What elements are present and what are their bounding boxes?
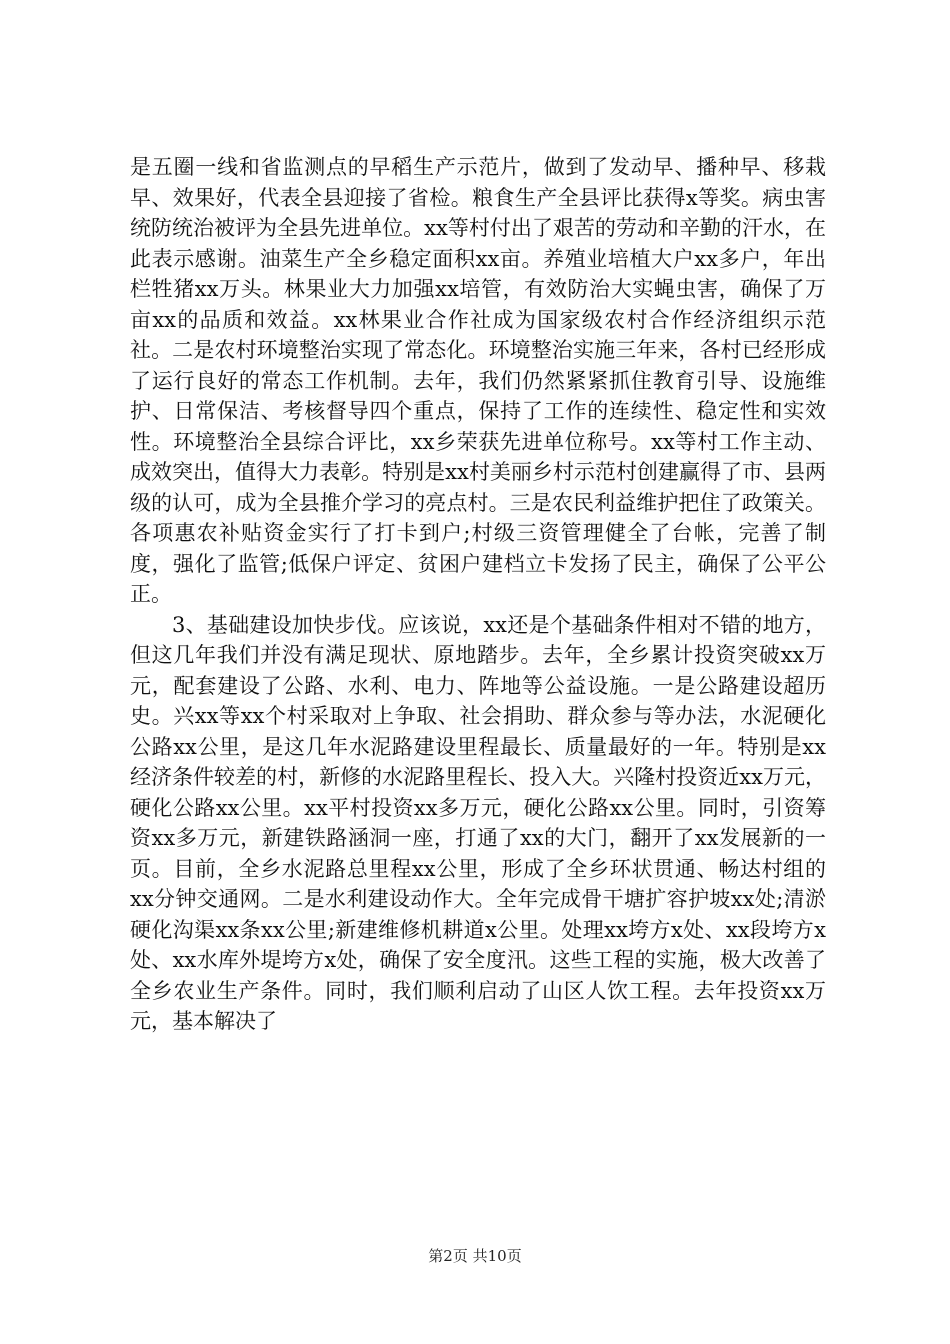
document-body <box>130 152 826 1037</box>
paragraph-1: 是五圈一线和省监测点的早稻生产示范片，做到了发动早、播种早、移栽早、效果好，代表全县迎接了省检。粮食生产全县评比获得x等奖。病虫害统防统治被评为全县先进单位。xx等村付出了艰苦的劳动和辛勤的汗水，在此表示感谢。油菜生产全乡稳定面积xx亩。养殖业培植大户xx多户，年出栏牲猪xx万头。林果业大力加强xx培管，有效防治大实蝇虫害，确保了万亩xx的品质和效益。xx林果业合作社成为国家级农村合作经济组织示范社。二是农村环境整治实现了常态化。环境整治实施三年来，各村已经形成了运行良好的常态工作机制。去年，我们仍然紧紧抓住教育引导、设施维护、日常保洁、考核督导四个重点，保持了工作的连续性、稳定性和实效性。环境整治全县综合评比，xx乡荣获先进单位称号。xx等村工作主动、成效突出，值得大力表彰。特别是xx村美丽乡村示范村创建赢得了市、县两级的认可，成为全县推介学习的亮点村。三是农民利益维护把住了政策关。各项惠农补贴资金实行了打卡到户;村级三资管理健全了台帐，完善了制度，强化了监管;低保户评定、贫困户建档立卡发扬了民主，确保了公平公正。 <box>130 155 826 606</box>
page-footer: 第2页 共10页 <box>428 1247 522 1265</box>
paragraph-2: 3、基础建设加快步伐。应该说，xx还是个基础条件相对不错的地方，但这几年我们并没有满足现状、原地踏步。去年，全乡累计投资突破xx万元，配套建设了公路、水利、电力、阵地等公益设施。一是公路建设超历史。兴xx等xx个村采取对上争取、社会捐助、群众参与等办法，水泥硬化公路xx公里，是这几年水泥路建设里程最长、质量最好的一年。特别是xx经济条件较差的村，新修的水泥路里程长、投入大。兴隆村投资近xx万元，硬化公路xx公里。xx平村投资xx多万元，硬化公路xx公里。同时，引资筹资xx多万元，新建铁路涵洞一座，打通了xx的大门，翻开了xx发展新的一页。目前，全乡水泥路总里程xx公里，形成了全乡环状贯通、畅达村组的xx分钟交通网。二是水利建设动作大。全年完成骨干塘扩容护坡xx处;清淤硬化沟渠xx条xx公里;新建维修机耕道x公里。处理xx垮方x处、xx段垮方x处、xx水库外堤垮方x处，确保了安全度汛。这些工程的实施，极大改善了全乡农业生产条件。同时，我们顺利启动了山区人饮工程。去年投资xx万元，基本解决了 <box>130 612 826 1033</box>
